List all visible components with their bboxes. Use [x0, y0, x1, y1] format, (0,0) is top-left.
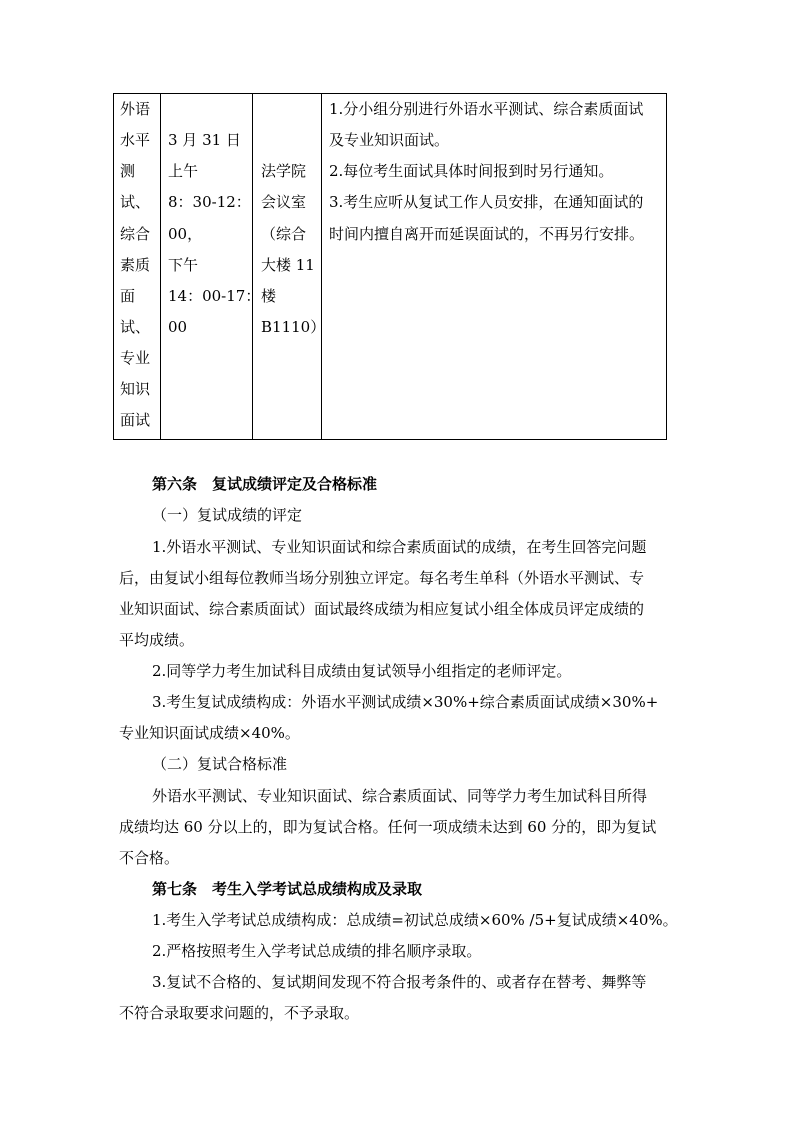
paragraph-line: 后，由复试小组每位教师当场分别独立评定。每名考生单科（外语水平测试、专 [119, 569, 645, 587]
article-7-heading: 第七条 考生入学考试总成绩构成及录取 [152, 880, 423, 898]
cell-text: 00 [168, 318, 188, 336]
paragraph-line: 专业知识面试成绩×40%。 [119, 724, 300, 742]
table-cell-time [161, 94, 261, 440]
cell-text: 知识 [120, 380, 151, 398]
cell-text: 面试 [120, 411, 151, 429]
paragraph-line: 2.同等学力考生加试科目成绩由复试领导小组指定的老师评定。 [152, 662, 572, 680]
paragraph-line: 成绩均达 60 分以上的，即为复试合格。任何一项成绩未达到 60 分的，即为复试 [119, 818, 657, 836]
cell-text: 8：30-12： [168, 193, 251, 211]
cell-text: 素质 [120, 256, 151, 274]
cell-text: 14：00-17： [168, 287, 261, 305]
cell-text: 外语 [120, 100, 151, 118]
section-heading: （二）复试合格标准 [152, 755, 288, 773]
cell-text: 试、 [120, 318, 151, 336]
cell-text: 综合 [120, 225, 151, 243]
paragraph-line: 平均成绩。 [119, 631, 195, 649]
table-cell-location [253, 94, 326, 440]
cell-text: 3.考生应听从复试工作人员安排，在通知面试的 [329, 193, 644, 211]
cell-text: 3 月 31 日 [168, 131, 241, 149]
cell-text: 00， [168, 225, 203, 243]
section-heading: （一）复试成绩的评定 [152, 506, 303, 524]
cell-text: 大楼 11 [261, 256, 315, 274]
cell-text: 试、 [120, 193, 151, 211]
paragraph-line: 3.考生复试成绩构成：外语水平测试成绩×30%+综合素质面试成绩×30%+ [152, 693, 659, 711]
paragraph-line: 不符合录取要求问题的，不予录取。 [119, 1004, 360, 1022]
cell-text: 面 [120, 287, 136, 305]
cell-text: 测 [120, 162, 136, 180]
paragraph-line: 1.考生入学考试总成绩构成：总成绩=初试总成绩×60% /5+复试成绩×40%。 [152, 911, 678, 929]
paragraph-line: 外语水平测试、专业知识面试、综合素质面试、同等学力考生加试科目所得 [152, 787, 648, 805]
paragraph-line: 业知识面试、综合素质面试）面试最终成绩为相应复试小组全体成员评定成绩的 [119, 600, 645, 618]
article-6-heading: 第六条 复试成绩评定及合格标准 [152, 475, 378, 493]
paragraph-line: 2.严格按照考生入学考试总成绩的排名顺序录取。 [152, 942, 482, 960]
cell-text: 上午 [168, 162, 199, 180]
cell-text: 专业 [120, 349, 151, 367]
table-row [114, 94, 667, 440]
cell-text: 下午 [168, 256, 199, 274]
cell-text: 2.每位考生面试具体时间报到时另行通知。 [329, 162, 614, 180]
schedule-table [113, 93, 667, 440]
cell-text: 水平 [120, 131, 151, 149]
cell-text: 时间内擅自离开而延误面试的，不再另行安排。 [329, 225, 645, 243]
cell-text: 及专业知识面试。 [329, 131, 450, 149]
paragraph-line: 3.复试不合格的、复试期间发现不符合报考条件的、或者存在替考、舞弊等 [152, 973, 647, 991]
cell-text: 楼 [261, 287, 277, 305]
cell-text: 1.分小组分别进行外语水平测试、综合素质面试 [329, 100, 644, 118]
cell-text: B1110） [261, 318, 326, 336]
cell-text: 法学院 [261, 162, 307, 180]
table-cell-subject [114, 94, 161, 440]
cell-text: 会议室 [261, 193, 307, 211]
paragraph-line: 1.外语水平测试、专业知识面试和综合素质面试的成绩，在考生回答完问题 [152, 538, 647, 556]
cell-text: （综合 [261, 225, 307, 243]
paragraph-line: 不合格。 [119, 849, 180, 867]
table-cell-notes [322, 94, 667, 440]
